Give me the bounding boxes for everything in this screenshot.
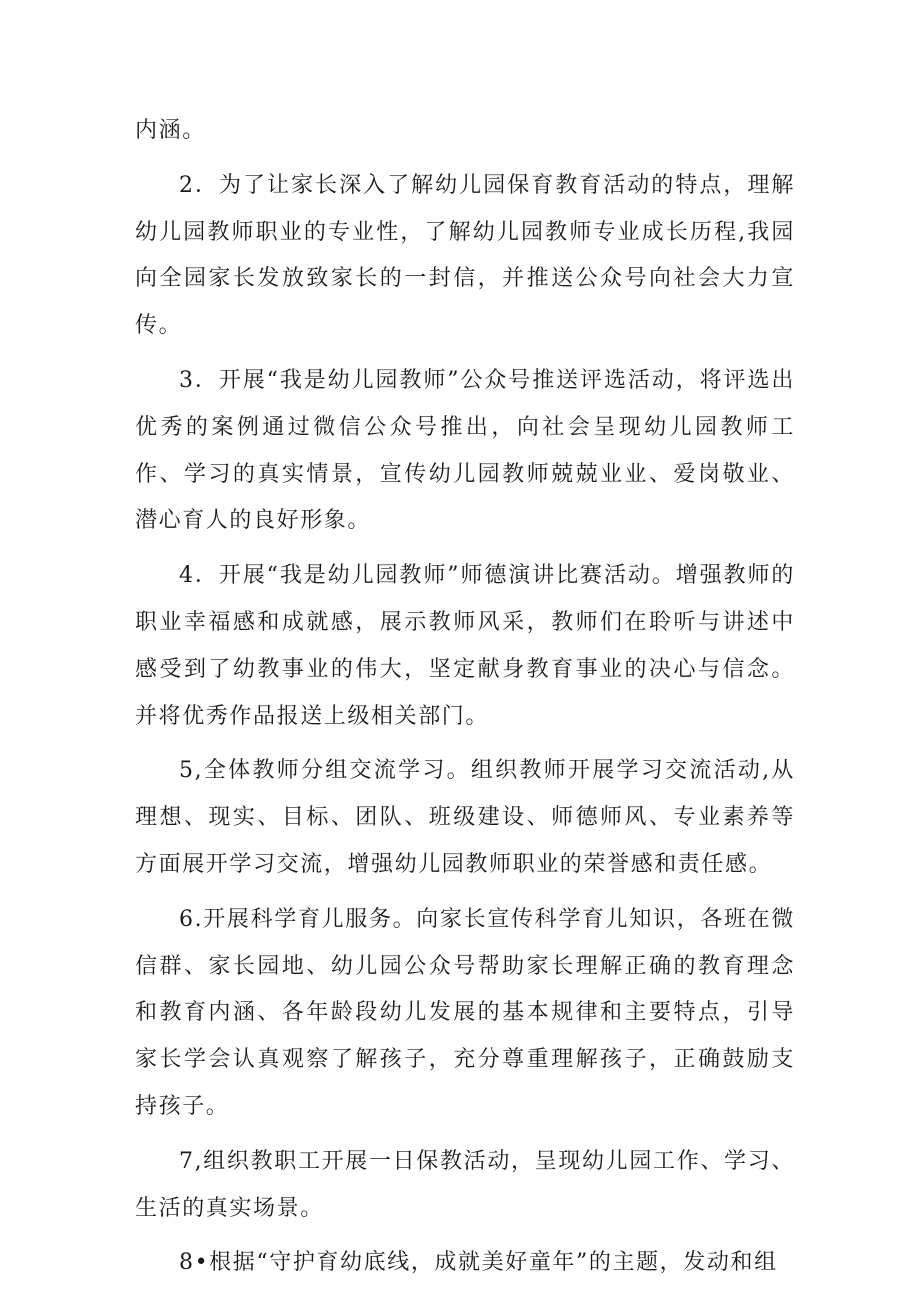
paragraph-continuation: 内涵。 [135, 118, 206, 143]
paragraph-item-5: 5,全体教师分组交流学习。组织教师开展学习交流活动,从理想、现实、目标、团队、班级建设、师德师风、专业素养等方面展开学习交流，增强幼儿园教师职业的荣誉感和责任感。 [135, 758, 795, 877]
paragraph-item-2: 2．为了让家长深入了解幼儿园保育教育活动的特点，理解幼儿园教师职业的专业性，了解幼儿园教师专业成长历程,我园向全园家长发放致家长的一封信，并推送公众号向社会大力宣传。 [135, 172, 795, 339]
paragraph-item-7: 7,组织教职工开展一日保教活动，呈现幼儿园工作、学习、生活的真实场景。 [135, 1148, 795, 1221]
paragraph-item-4: 4．开展“我是幼儿园教师”师德演讲比赛活动。增强教师的职业幸福感和成就感，展示教师风采，教师们在聆听与讲述中感受到了幼教事业的伟大，坚定献身教育事业的决心与信念。并将优秀作品报送上级相关部门。 [135, 563, 795, 729]
paragraph-item-3: 3．开展“我是幼儿园教师”公众号推送评选活动，将评选出优秀的案例通过微信公众号推出，向社会呈现幼儿园教师工作、学习的真实情景，宣传幼儿园教师兢兢业业、爱岗敬业、潜心育人的良好形象。 [135, 367, 795, 534]
paragraph-item-6: 6.开展科学育儿服务。向家长宣传科学育儿知识，各班在微信群、家长园地、幼儿园公众号帮助家长理解正确的教育理念和教育内涵、各年龄段幼儿发展的基本规律和主要特点，引导家长学会认真观察了解孩子，充分尊重理解孩子，正确鼓励支持孩子。 [135, 906, 795, 1119]
document-body [135, 108, 795, 1295]
paragraph-item-8: 8•根据“守护育幼底线，成就美好童年”的主题，发动和组 [179, 1250, 778, 1276]
